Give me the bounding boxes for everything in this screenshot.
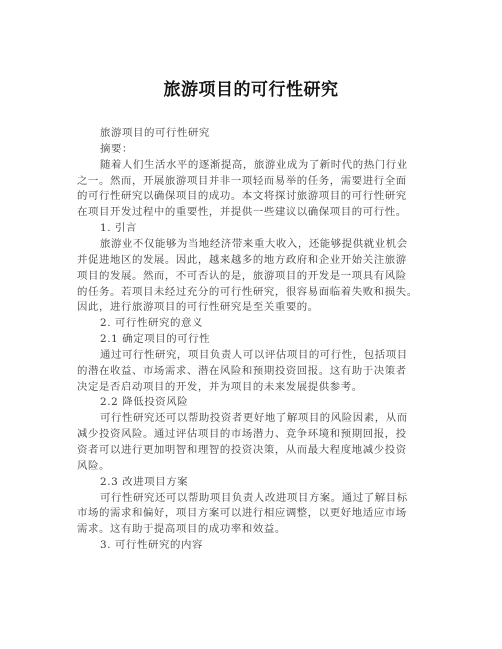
text-line: 项目的发展。然而，不可否认的是，旅游项目的开发是一项具有风险 bbox=[77, 269, 407, 282]
text-line: 的任务。若项目未经过充分的可行性研究，很容易面临着失败和损失。 bbox=[77, 285, 418, 298]
text-line: 的潜在收益、市场需求、潜在风险和预期投资回报。这有助于决策者 bbox=[77, 364, 407, 377]
text-line: 通过可行性研究，项目负责人可以评估项目的可行性，包括项目 bbox=[100, 348, 408, 361]
text-line: 之一。然而，开展旅游项目并非一项轻而易举的任务，需要进行全面 bbox=[77, 174, 407, 187]
text-line: 旅游业不仅能够为当地经济带来重大收入，还能够提供就业机会 bbox=[100, 237, 408, 250]
text-line: 旅游项目的可行性研究 bbox=[100, 127, 210, 139]
text-line: 2. 可行性研究的意义 bbox=[100, 317, 203, 330]
text-line: 1. 引言 bbox=[100, 222, 137, 235]
text-line: 可行性研究还可以帮助投资者更好地了解项目的风险因素，从而 bbox=[100, 412, 408, 425]
text-line: 的可行性研究以确保项目的成功。本文将探讨旅游项目的可行性研究 bbox=[77, 190, 407, 203]
text-line: 2.3 改进项目方案 bbox=[100, 475, 189, 488]
text-line: 并促进地区的发展。因此，越来越多的地方政府和企业开始关注旅游 bbox=[77, 253, 407, 266]
text-line: 3. 可行性研究的内容 bbox=[100, 539, 203, 552]
text-line: 摘要： bbox=[100, 142, 133, 155]
text-line: 市场的需求和偏好，项目方案可以进行相应调整，以更好地适应市场 bbox=[77, 507, 407, 520]
text-line: 因此，进行旅游项目的可行性研究是至关重要的。 bbox=[77, 301, 319, 314]
text-line: 2.2 降低投资风险 bbox=[100, 396, 189, 409]
text-line: 2.1 确定项目的可行性 bbox=[100, 333, 211, 345]
text-line: 资者可以进行更加明智和理智的投资决策，从而最大程度地减少投资 bbox=[77, 444, 407, 456]
text-line: 随着人们生活水平的逐渐提高，旅游业成为了新时代的热门行业 bbox=[100, 158, 408, 171]
document-title: 旅游项目的可行性研究 bbox=[163, 80, 339, 100]
text-line: 需求。这有助于提高项目的成功率和效益。 bbox=[77, 523, 286, 536]
text-line: 在项目开发过程中的重要性，并提供一些建议以确保项目的可行性。 bbox=[77, 206, 407, 219]
text-line: 减少投资风险。通过评估项目的市场潜力、竞争环境和预期回报，投 bbox=[77, 428, 407, 441]
text-line: 决定是否启动项目的开发，并为项目的未来发展提供参考。 bbox=[77, 380, 363, 393]
text-line: 可行性研究还可以帮助项目负责人改进项目方案。通过了解目标 bbox=[100, 491, 408, 504]
text-line: 风险。 bbox=[77, 459, 110, 472]
